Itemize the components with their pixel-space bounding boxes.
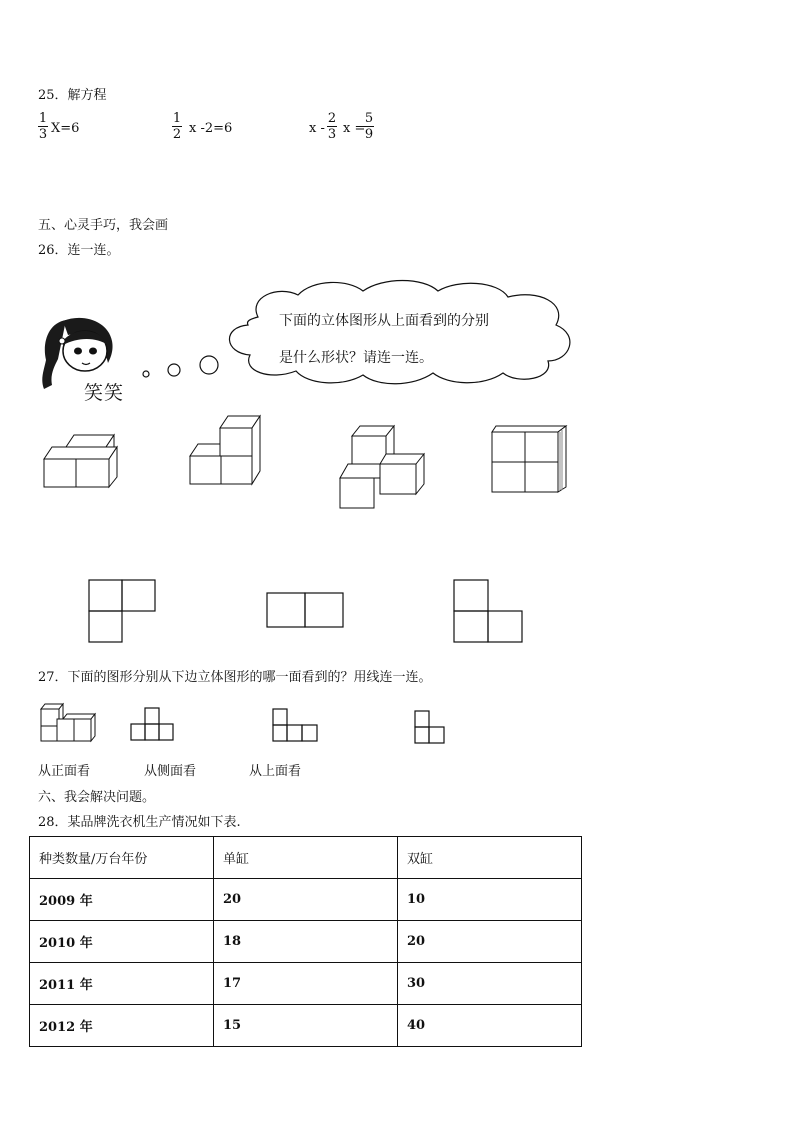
top-view-1	[88, 579, 158, 645]
view-option-3	[414, 710, 450, 746]
table-cell: 2009 年	[30, 879, 214, 921]
fraction	[364, 111, 374, 142]
table-cell: 20	[398, 921, 582, 963]
table-cell: 40	[398, 1005, 582, 1047]
table-cell: 15	[214, 1005, 398, 1047]
numerator: 1	[38, 111, 48, 126]
denominator: 3	[38, 127, 48, 142]
q27-heading: 27．下面的图形分别从下边立体图形的哪一面看到的？用线连一连。	[38, 670, 432, 685]
label-side-view: 从侧面看	[144, 764, 197, 779]
bubble-line-1: 下面的立体图形从上面看到的分别	[279, 313, 489, 329]
denominator: 3	[327, 127, 337, 142]
q27-solid	[39, 702, 99, 744]
equation-1-rest: X=6	[51, 121, 80, 136]
label-front-view: 从正面看	[38, 764, 91, 779]
table-cell: 2011 年	[30, 963, 214, 1005]
q28-heading: 28．某品牌洗衣机生产情况如下表.	[38, 815, 241, 830]
numerator: 5	[364, 111, 374, 126]
character-name: 笑笑	[84, 382, 125, 404]
q26-heading: 26．连一连。	[38, 243, 120, 258]
numerator: 1	[172, 111, 182, 126]
table-cell: 17	[214, 963, 398, 1005]
denominator: 2	[172, 127, 182, 142]
solid-figure-2	[188, 414, 264, 488]
view-option-2	[272, 708, 322, 744]
equation-3-lhs: x -	[309, 121, 325, 136]
top-view-3	[453, 579, 525, 645]
bubble-line-2: 是什么形状？请连一连。	[279, 350, 433, 366]
table-row	[30, 963, 582, 1005]
table-header-row	[30, 837, 582, 879]
solid-figure-1	[42, 432, 126, 492]
solid-figure-3	[338, 424, 430, 512]
table-cell: 30	[398, 963, 582, 1005]
fraction	[327, 111, 337, 142]
q25-heading: 25．解方程	[38, 88, 107, 103]
top-view-2	[266, 592, 346, 630]
table-cell: 18	[214, 921, 398, 963]
section6-heading: 六、我会解决问题。	[38, 790, 156, 805]
table-cell: 20	[214, 879, 398, 921]
table-header-cell: 种类数量/万台年份	[30, 837, 214, 879]
table-header-cell: 单缸	[214, 837, 398, 879]
thought-bubble	[218, 277, 582, 387]
table-row	[30, 921, 582, 963]
fraction	[172, 111, 182, 142]
table-header-cell: 双缸	[398, 837, 582, 879]
view-option-1	[130, 707, 178, 743]
table-row	[30, 879, 582, 921]
equation-3-mid: x =	[343, 121, 366, 136]
table-cell: 2012 年	[30, 1005, 214, 1047]
equation-2-rest: x -2=6	[189, 121, 233, 136]
production-table	[29, 836, 582, 1047]
solid-figure-4	[490, 424, 570, 496]
fraction	[38, 111, 48, 142]
numerator: 2	[327, 111, 337, 126]
thought-dots	[140, 352, 220, 382]
denominator: 9	[364, 127, 374, 142]
table-cell: 10	[398, 879, 582, 921]
table-cell: 2010 年	[30, 921, 214, 963]
section5-heading: 五、心灵手巧，我会画	[38, 218, 169, 233]
table-row	[30, 1005, 582, 1047]
label-top-view: 从上面看	[249, 764, 302, 779]
